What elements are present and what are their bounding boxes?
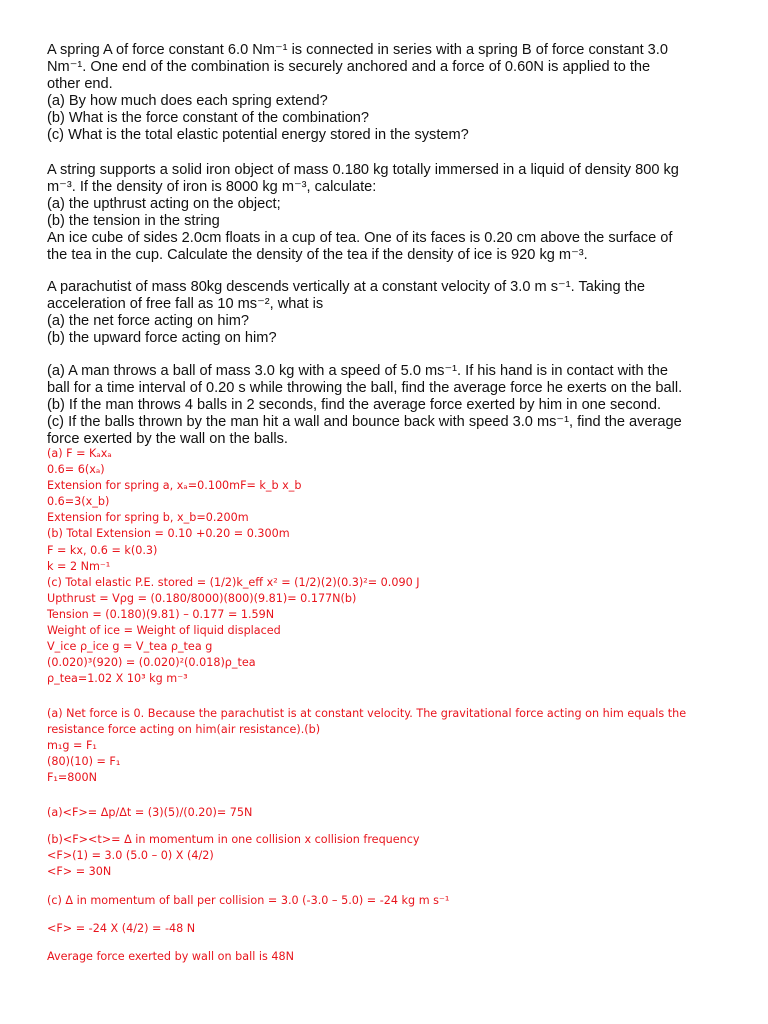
answer-line: (a) Net force is 0. Because the parachutist is at constant velocity. The gravitational force acting on him equals the <box>47 707 687 720</box>
answer-line: V_ice ρ_ice g = V_tea ρ_tea g <box>47 640 213 654</box>
answer-line: F = kx, 0.6 = k(0.3) <box>47 543 158 557</box>
question-springs <box>47 42 737 143</box>
answer-line: resistance force acting on him(air resistance).(b) <box>47 723 321 737</box>
answer-line: Extension for spring b, x_b=0.200m <box>47 511 249 525</box>
answer-line: m₁g = F₁ <box>47 739 97 753</box>
question-line: A spring A of force constant 6.0 Nm⁻¹ is connected in series with a spring B of force constant 3.0 <box>47 42 668 58</box>
answer-line: (0.020)³(920) = (0.020)²(0.018)ρ_tea <box>47 656 256 670</box>
question-line: A string supports a solid iron object of mass 0.180 kg totally immersed in a liquid of density 800 kg <box>47 162 679 178</box>
question-line: m⁻³. If the density of iron is 8000 kg m⁻³, calculate: <box>47 178 377 195</box>
question-line: (b) If the man throws 4 balls in 2 seconds, find the average force exerted by him in one second. <box>47 396 662 413</box>
question-line: (b) the tension in the string <box>47 212 220 229</box>
question-line: force exerted by the wall on the balls. <box>47 430 288 447</box>
answers-parachutist <box>47 706 747 786</box>
answers-springs-upthrust-ice <box>47 446 747 687</box>
answer-line: Upthrust = Vρg = (0.180/8000)(800)(9.81)= 0.177N(b) <box>47 591 357 605</box>
question-parachutist <box>47 279 737 347</box>
answer-line: Extension for spring a, xₐ=0.100mF= k_b x_b <box>47 479 302 493</box>
answer-line: 0.6=3(x_b) <box>47 495 110 509</box>
question-line: A parachutist of mass 80kg descends vertically at a constant velocity of 3.0 m s⁻¹. Taking the <box>47 279 645 295</box>
answer-line: (b)<F><t>= Δ in momentum in one collision x collision frequency <box>47 833 420 846</box>
question-line: (b) What is the force constant of the combination? <box>47 109 370 126</box>
answer-line: F₁=800N <box>47 771 98 785</box>
answer-line: 0.6= 6(xₐ) <box>47 463 105 477</box>
question-line: ball for a time interval of 0.20 s while throwing the ball, find the average force he exerts on the ball. <box>47 379 683 396</box>
answer-line: (c) Δ in momentum of ball per collision = 3.0 (-3.0 – 5.0) = -24 kg m s⁻¹ <box>47 894 450 907</box>
answer-line: k = 2 Nm⁻¹ <box>47 559 111 573</box>
question-line: (a) the net force acting on him? <box>47 312 249 329</box>
question-line: (a) A man throws a ball of mass 3.0 kg with a speed of 5.0 ms⁻¹. If his hand is in contact with the <box>47 363 668 379</box>
answer-ball-b <box>47 832 747 880</box>
answer-line: <F> = 30N <box>47 865 112 879</box>
question-line: (c) If the balls thrown by the man hit a wall and bounce back with speed 3.0 ms⁻¹, find the average <box>47 413 682 430</box>
answer-line: <F> = -24 X (4/2) = -48 N <box>47 922 196 935</box>
answer-line: Weight of ice = Weight of liquid displaced <box>47 624 281 638</box>
answer-line: <F>(1) = 3.0 (5.0 – 0) X (4/2) <box>47 849 214 863</box>
question-ball-throw <box>47 363 737 448</box>
answer-ball-c-force <box>47 921 747 937</box>
answer-line: (c) Total elastic P.E. stored = (1/2)k_eff x² = (1/2)(2)(0.3)²= 0.090 J <box>47 575 420 589</box>
answer-ball-c <box>47 893 747 909</box>
answer-line: (a)<F>= Δp/Δt = (3)(5)/(0.20)= 75N <box>47 806 253 819</box>
answer-line: (a) F = Kₐxₐ <box>47 447 112 460</box>
answer-line: Average force exerted by wall on ball is 48N <box>47 950 294 963</box>
answer-line: Tension = (0.180)(9.81) – 0.177 = 1.59N <box>47 607 275 621</box>
answer-line: (b) Total Extension = 0.10 +0.20 = 0.300m <box>47 527 290 541</box>
answer-line: (80)(10) = F₁ <box>47 755 121 769</box>
answer-ball-c-conclusion <box>47 949 747 965</box>
question-line: (a) By how much does each spring extend? <box>47 92 328 109</box>
question-upthrust-ice <box>47 162 737 263</box>
question-line: An ice cube of sides 2.0cm floats in a cup of tea. One of its faces is 0.20 cm above the surface of <box>47 229 673 246</box>
question-line: Nm⁻¹. One end of the combination is securely anchored and a force of 0.60N is applied to the <box>47 58 651 75</box>
question-line: (c) What is the total elastic potential energy stored in the system? <box>47 126 469 143</box>
answer-ball-a <box>47 805 747 821</box>
question-line: (b) the upward force acting on him? <box>47 329 277 346</box>
question-line: (a) the upthrust acting on the object; <box>47 195 281 212</box>
question-line: the tea in the cup. Calculate the density of the tea if the density of ice is 920 kg m⁻³. <box>47 246 588 263</box>
question-line: acceleration of free fall as 10 ms⁻², what is <box>47 295 324 312</box>
answer-line: ρ_tea=1.02 X 10³ kg m⁻³ <box>47 672 188 686</box>
question-line: other end. <box>47 75 113 92</box>
